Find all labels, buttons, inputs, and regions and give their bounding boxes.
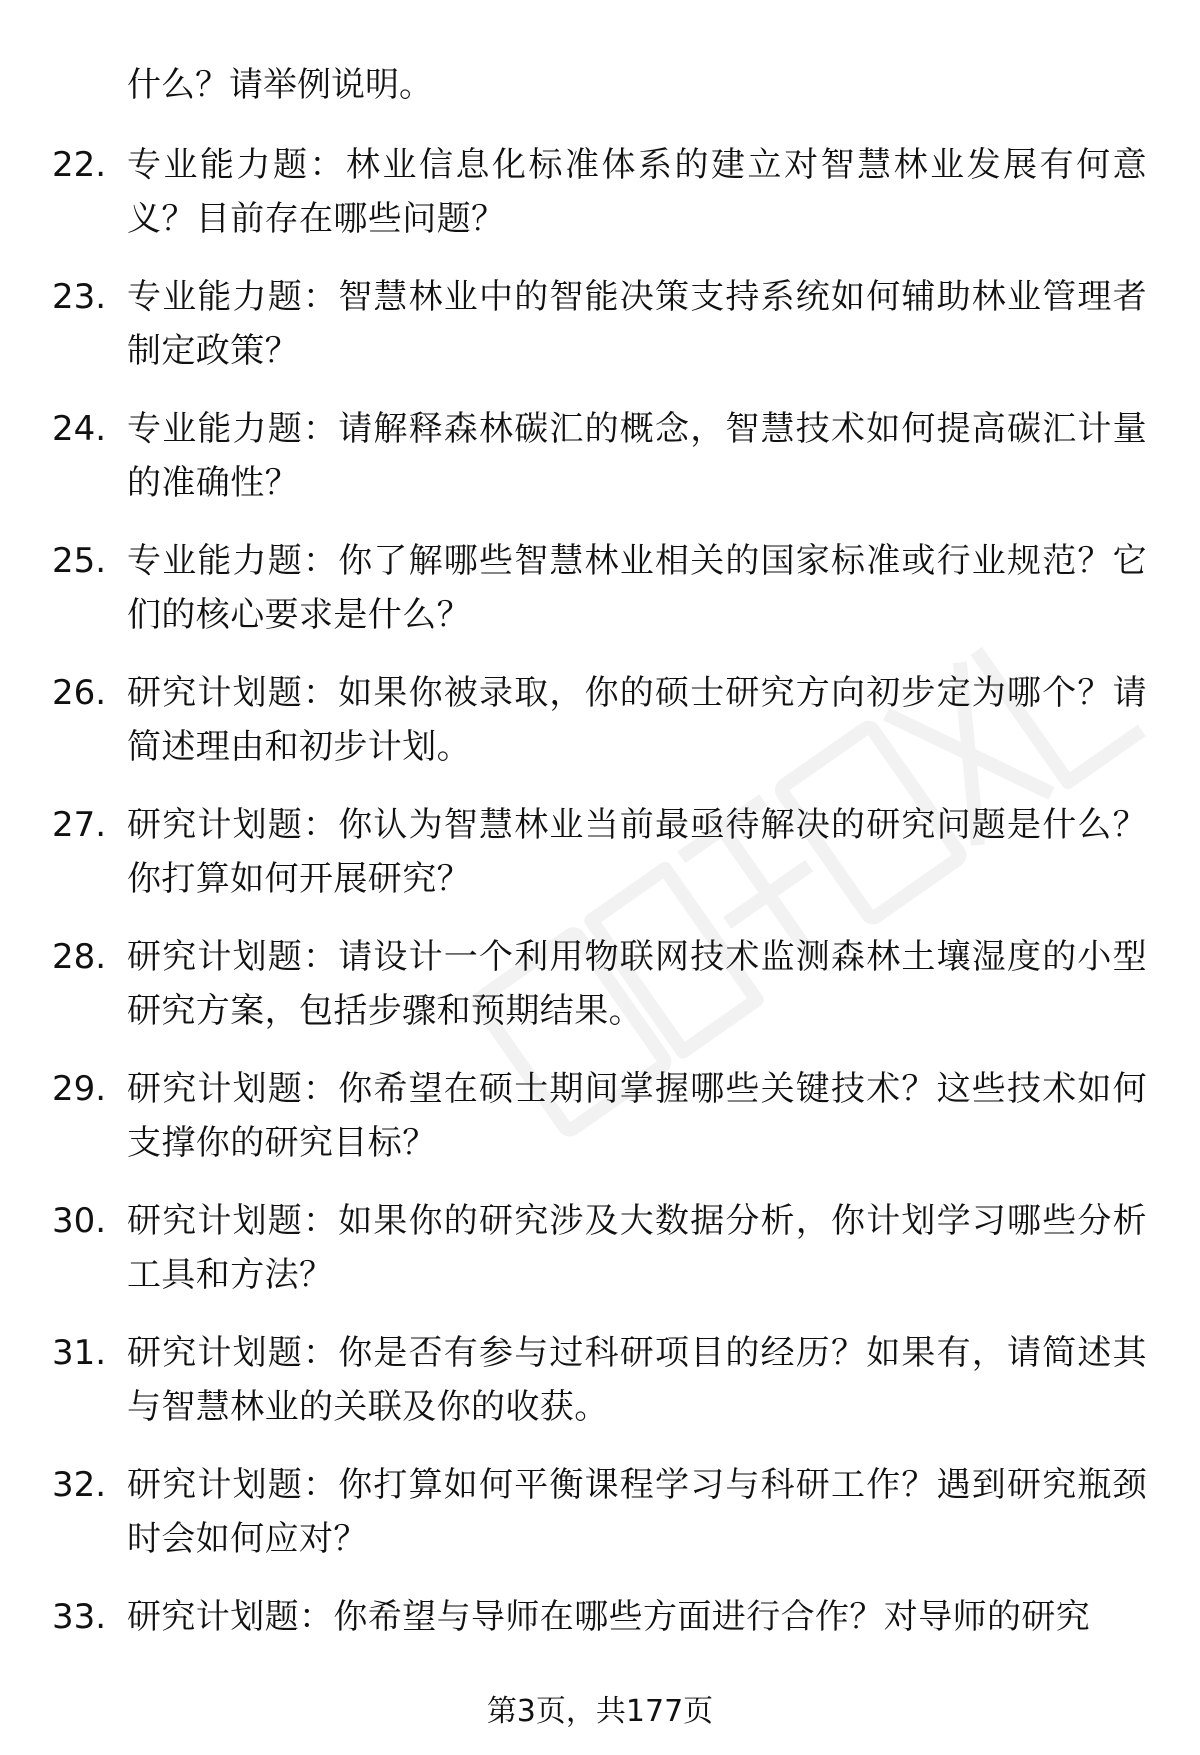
question-text: 研究计划题：如果你的研究涉及大数据分析，你计划学习哪些分析工具和方法？ — [127, 1201, 1147, 1295]
question-text: 研究计划题：你希望在硕士期间掌握哪些关键技术？这些技术如何支撑你的研究目标？ — [127, 1069, 1147, 1163]
question-number: 27. — [52, 805, 107, 845]
question-number: 29. — [52, 1069, 107, 1109]
question-text: 研究计划题：如果你被录取，你的硕士研究方向初步定为哪个？请简述理由和初步计划。 — [127, 673, 1147, 767]
question-text: 研究计划题：你希望与导师在哪些方面进行合作？对导师的研究 — [127, 1597, 1091, 1637]
question-text: 研究计划题：你认为智慧林业当前最亟待解决的研究问题是什么？你打算如何开展研究？ — [127, 805, 1147, 899]
question-number: 26. — [52, 673, 107, 713]
continuation-text: 什么？请举例说明。 — [127, 65, 433, 105]
question-list — [0, 138, 1200, 1722]
question-text: 专业能力题：你了解哪些智慧林业相关的国家标准或行业规范？它们的核心要求是什么？ — [127, 541, 1147, 635]
question-text: 专业能力题：智慧林业中的智能决策支持系统如何辅助林业管理者制定政策？ — [127, 277, 1147, 371]
question-number: 28. — [52, 937, 107, 977]
question-number: 22. — [52, 145, 107, 185]
question-item — [0, 138, 1200, 270]
question-text: 专业能力题：林业信息化标准体系的建立对智慧林业发展有何意义？目前存在哪些问题？ — [127, 145, 1147, 239]
question-item — [0, 270, 1200, 402]
question-item — [0, 402, 1200, 534]
question-item — [0, 1062, 1200, 1194]
page-footer: 第3页，共177页 — [486, 1694, 714, 1729]
question-number: 32. — [52, 1465, 107, 1505]
question-item — [0, 1458, 1200, 1590]
question-text: 研究计划题：你打算如何平衡课程学习与科研工作？遇到研究瓶颈时会如何应对？ — [127, 1465, 1147, 1559]
question-number: 31. — [52, 1333, 107, 1373]
question-text: 研究计划题：你是否有参与过科研项目的经历？如果有，请简述其与智慧林业的关联及你的收获。 — [127, 1333, 1147, 1427]
question-item — [0, 666, 1200, 798]
question-item — [0, 798, 1200, 930]
question-number: 23. — [52, 277, 107, 317]
question-number: 25. — [52, 541, 107, 581]
question-item — [0, 1194, 1200, 1326]
question-number: 33. — [52, 1597, 107, 1637]
question-number: 24. — [52, 409, 107, 449]
question-item — [0, 930, 1200, 1062]
question-number: 30. — [52, 1201, 107, 1241]
question-text: 专业能力题：请解释森林碳汇的概念，智慧技术如何提高碳汇计量的准确性？ — [127, 409, 1147, 503]
question-item — [0, 534, 1200, 666]
question-item — [0, 1326, 1200, 1458]
question-text: 研究计划题：请设计一个利用物联网技术监测森林土壤湿度的小型研究方案，包括步骤和预期结果。 — [127, 937, 1147, 1031]
